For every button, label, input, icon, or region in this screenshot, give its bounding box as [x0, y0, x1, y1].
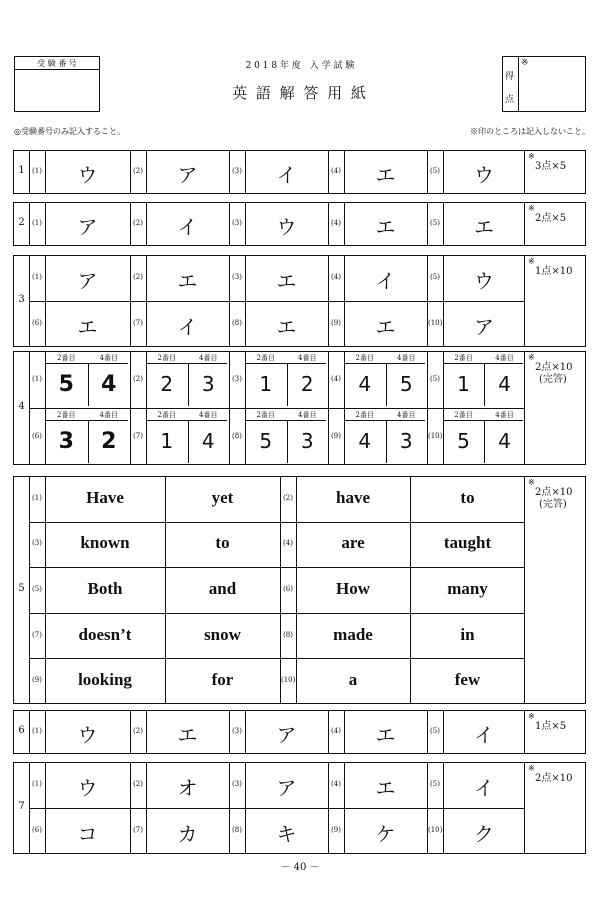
inner-divider — [188, 420, 189, 463]
number-divider — [344, 202, 345, 246]
item-number: (1) — [32, 374, 42, 383]
answer-digit[interactable]: 4 — [201, 429, 215, 453]
item-number: (3) — [232, 780, 242, 788]
label-divider — [245, 420, 326, 421]
label-2nd: 2番目 — [355, 411, 374, 419]
answer-digit[interactable]: 1 — [160, 429, 174, 453]
answer-digit[interactable]: 5 — [399, 372, 413, 396]
inner-divider — [287, 420, 288, 463]
item-number: (3) — [232, 727, 242, 735]
column-divider — [328, 255, 329, 347]
answer-word[interactable]: known — [80, 533, 130, 553]
answer-cell[interactable]: ア — [77, 215, 98, 239]
item-number: (9) — [32, 676, 42, 685]
number-divider — [344, 351, 345, 465]
label-4th: 4番目 — [397, 354, 416, 362]
item-number: (2) — [133, 727, 143, 735]
answer-cell[interactable]: エ — [375, 215, 396, 239]
answer-cell[interactable]: ア — [474, 315, 494, 339]
item-number: (3) — [32, 539, 42, 548]
label-divider — [146, 420, 227, 421]
item-number: (4) — [283, 539, 293, 548]
answer-cell[interactable]: ウ — [276, 215, 297, 239]
column-divider — [229, 710, 230, 754]
item-number: (8) — [232, 826, 242, 834]
row-divider — [29, 408, 525, 409]
section-4-points — [524, 351, 586, 465]
answer-word[interactable]: doesn’t — [78, 624, 132, 644]
label-2nd: 2番目 — [256, 411, 275, 419]
item-number: (9) — [331, 319, 341, 327]
item-number: (8) — [232, 431, 242, 440]
number-divider — [245, 710, 246, 754]
answer-digit[interactable]: 3 — [300, 429, 314, 453]
score-mark: ※ — [521, 58, 529, 68]
label-divider — [344, 363, 425, 364]
column-divider — [229, 202, 230, 246]
label-4th: 4番目 — [199, 354, 218, 362]
page-title: 英 語 解 答 用 紙 — [232, 84, 368, 102]
number-divider — [245, 762, 246, 854]
row-divider — [29, 658, 525, 659]
item-number: (8) — [283, 630, 293, 639]
answer-digit[interactable]: 3 — [399, 429, 413, 453]
score-box — [502, 56, 586, 112]
item-number: (4) — [331, 219, 341, 227]
answer-cell[interactable]: エ — [276, 315, 297, 339]
answer-digit[interactable]: 4 — [358, 372, 372, 396]
answer-cell[interactable]: エ — [375, 315, 396, 339]
answer-digit[interactable]: 1 — [457, 372, 470, 396]
column-divider — [296, 476, 297, 704]
answer-cell[interactable]: エ — [177, 723, 198, 747]
number-divider — [344, 710, 345, 754]
item-number: (10) — [428, 319, 443, 327]
item-number: (2) — [133, 780, 143, 788]
answer-cell[interactable]: エ — [276, 269, 297, 293]
section-4-number: 4 — [18, 401, 25, 412]
inner-divider — [188, 363, 189, 406]
label-4th: 4番目 — [99, 411, 118, 419]
item-number: (5) — [430, 219, 440, 227]
section-5-points — [524, 476, 586, 704]
answer-cell[interactable]: キ — [276, 822, 297, 846]
row-divider — [29, 522, 525, 523]
answer-digit[interactable]: 4 — [101, 372, 117, 397]
label-2nd: 2番目 — [57, 354, 76, 362]
item-number: (1) — [32, 780, 42, 788]
column-divider — [328, 351, 329, 465]
column-divider — [427, 762, 428, 854]
year-title: 2 0 1 8 年 度 入 学 試 験 — [245, 61, 355, 71]
answer-word[interactable]: How — [336, 579, 370, 598]
item-number: (1) — [32, 167, 42, 175]
points-value: 2点×10 — [535, 362, 573, 373]
item-number: (2) — [133, 167, 143, 175]
item-number: (5) — [430, 780, 440, 788]
points-mark: ※ — [528, 353, 535, 362]
label-divider — [344, 420, 425, 421]
row-divider — [29, 567, 525, 568]
item-number: (4) — [331, 727, 341, 735]
points-value: 2点×10 — [535, 773, 573, 784]
column-divider — [130, 351, 131, 465]
number-divider — [146, 202, 147, 246]
answer-word[interactable]: made — [333, 624, 373, 644]
number-divider — [45, 202, 46, 246]
column-divider — [130, 202, 131, 246]
answer-digit[interactable]: 5 — [58, 372, 74, 397]
answer-cell[interactable]: イ — [474, 776, 494, 800]
column-divider — [328, 762, 329, 854]
column-divider — [45, 476, 46, 704]
answer-word[interactable]: are — [341, 533, 365, 553]
answer-word[interactable]: yet — [211, 487, 234, 507]
label-divider — [146, 363, 227, 364]
answer-digit[interactable]: 2 — [300, 372, 314, 396]
item-number: (2) — [283, 493, 293, 502]
answer-cell[interactable]: エ — [77, 315, 98, 339]
number-divider — [344, 255, 345, 347]
item-number: (9) — [331, 826, 341, 834]
item-number: (9) — [331, 431, 341, 440]
answer-cell[interactable]: オ — [177, 776, 198, 800]
label-4th: 4番目 — [298, 354, 317, 362]
number-divider — [45, 762, 46, 854]
item-number: (7) — [133, 431, 143, 440]
number-divider — [443, 150, 444, 194]
section-7-number: 7 — [18, 801, 25, 812]
label-4th: 4番目 — [495, 411, 514, 419]
column-divider — [130, 710, 131, 754]
points-mark: ※ — [528, 712, 535, 721]
item-number: (2) — [133, 273, 143, 281]
number-divider — [245, 202, 246, 246]
item-number: (5) — [430, 273, 440, 281]
answer-cell[interactable]: エ — [474, 215, 494, 239]
label-2nd: 2番目 — [355, 354, 374, 362]
item-number: (5) — [32, 585, 42, 593]
column-divider — [427, 351, 428, 465]
inner-divider — [484, 420, 485, 463]
item-number: (4) — [331, 167, 341, 175]
exam-number-input[interactable] — [15, 70, 99, 111]
label-divider — [443, 363, 523, 364]
section-6-points — [524, 710, 586, 754]
answer-cell[interactable]: エ — [177, 269, 198, 293]
number-divider — [146, 351, 147, 465]
column-divider — [427, 202, 428, 246]
item-number: (8) — [232, 319, 242, 327]
label-4th: 4番目 — [99, 354, 118, 362]
answer-cell[interactable]: イ — [375, 269, 396, 293]
item-number: (6) — [32, 319, 42, 327]
number-divider — [45, 150, 46, 194]
answer-digit[interactable]: 3 — [201, 372, 215, 396]
number-divider — [443, 762, 444, 854]
points-mark: ※ — [528, 764, 535, 773]
column-divider — [427, 150, 428, 194]
exam-number-label: 受 験 番 号 — [37, 59, 77, 68]
section-2-points — [524, 202, 586, 246]
section-1-points — [524, 150, 586, 194]
answer-word[interactable]: have — [336, 487, 370, 507]
item-number: (3) — [232, 219, 242, 227]
item-number: (7) — [133, 826, 143, 834]
answer-cell[interactable]: イ — [177, 215, 198, 239]
number-divider — [344, 762, 345, 854]
item-number: (4) — [331, 273, 341, 281]
number-divider — [245, 255, 246, 347]
label-divider — [245, 363, 326, 364]
number-divider — [146, 710, 147, 754]
answer-word[interactable]: Have — [86, 487, 124, 507]
answer-cell[interactable]: イ — [177, 315, 198, 339]
number-divider — [45, 710, 46, 754]
column-divider — [229, 351, 230, 465]
answer-word[interactable]: to — [460, 487, 475, 507]
answer-word[interactable]: looking — [78, 670, 132, 690]
points-value: 1点×10 — [535, 266, 573, 277]
answer-cell[interactable]: コ — [77, 822, 98, 846]
answer-cell[interactable]: ア — [276, 723, 297, 747]
answer-word[interactable]: a — [348, 670, 358, 690]
points-mark: ※ — [528, 152, 535, 161]
answer-cell[interactable]: イ — [276, 163, 297, 187]
answer-cell[interactable]: ウ — [77, 163, 98, 187]
label-2nd: 2番目 — [57, 411, 76, 419]
column-divider — [229, 255, 230, 347]
item-number: (6) — [32, 431, 42, 440]
answer-cell[interactable]: ウ — [474, 269, 494, 293]
item-number: (2) — [133, 219, 143, 227]
item-number: (1) — [32, 273, 42, 281]
label-4th: 4番目 — [397, 411, 416, 419]
item-number: (10) — [281, 676, 296, 685]
column-divider — [410, 476, 411, 704]
answer-cell[interactable]: イ — [474, 723, 494, 747]
number-divider — [443, 255, 444, 347]
row-divider — [29, 301, 525, 302]
column-divider — [229, 150, 230, 194]
item-number: (2) — [133, 374, 143, 383]
number-divider — [245, 150, 246, 194]
inner-divider — [386, 420, 387, 463]
item-number: (4) — [331, 374, 341, 383]
number-divider — [443, 351, 444, 465]
column-divider — [328, 202, 329, 246]
note-right: ※印のところは記入しないこと。 — [470, 127, 590, 136]
inner-divider — [386, 363, 387, 406]
inner-divider — [88, 363, 89, 406]
section-5-number: 5 — [18, 583, 25, 594]
label-2nd: 2番目 — [157, 354, 176, 362]
column-divider — [130, 150, 131, 194]
answer-word[interactable]: few — [454, 670, 481, 690]
column-divider — [427, 710, 428, 754]
answer-cell[interactable]: ウ — [77, 776, 98, 800]
label-2nd: 2番目 — [454, 354, 473, 362]
column-divider — [165, 476, 166, 704]
score-label-1: 得 — [505, 72, 515, 82]
exam-number-box — [14, 56, 100, 112]
item-number: (1) — [32, 219, 42, 227]
section-2-number: 2 — [18, 217, 25, 228]
answer-word[interactable]: snow — [204, 624, 241, 644]
answer-digit[interactable]: 4 — [498, 429, 511, 453]
answer-word[interactable]: Both — [87, 579, 123, 598]
number-divider — [146, 762, 147, 854]
column-divider — [130, 255, 131, 347]
answer-cell[interactable]: エ — [375, 163, 396, 187]
label-2nd: 2番目 — [256, 354, 275, 362]
points-value: 2点×10 — [535, 487, 573, 498]
item-number: (5) — [430, 374, 440, 383]
column-divider — [280, 476, 281, 704]
answer-digit[interactable]: 5 — [457, 429, 470, 453]
answer-word[interactable]: many — [447, 579, 488, 598]
answer-cell[interactable]: ア — [276, 776, 297, 800]
item-number: (7) — [133, 319, 143, 327]
item-number: (5) — [430, 727, 440, 735]
row-divider — [29, 808, 525, 809]
label-4th: 4番目 — [298, 411, 317, 419]
answer-cell[interactable]: ア — [177, 163, 198, 187]
answer-cell[interactable]: ウ — [77, 723, 98, 747]
item-number: (3) — [232, 374, 242, 383]
item-number: (6) — [283, 585, 293, 593]
answer-digit[interactable]: 2 — [101, 429, 117, 454]
points-value: 2点×5 — [535, 213, 567, 224]
answer-digit[interactable]: 5 — [259, 429, 273, 453]
points-mark: ※ — [528, 478, 535, 487]
answer-cell[interactable]: ア — [77, 269, 98, 293]
section-6-number: 6 — [18, 725, 25, 736]
section-1-number: 1 — [18, 165, 25, 176]
points-note: (完答) — [539, 499, 567, 510]
item-number: (3) — [232, 167, 242, 175]
answer-word[interactable]: taught — [443, 533, 492, 553]
number-divider — [45, 351, 46, 465]
number-divider — [146, 150, 147, 194]
points-value: 1点×5 — [535, 721, 567, 732]
number-divider — [45, 255, 46, 347]
section-7-points — [524, 762, 586, 854]
page-number: － 40 － — [280, 862, 320, 873]
answer-word[interactable]: for — [211, 670, 234, 690]
inner-divider — [88, 420, 89, 463]
column-divider — [427, 255, 428, 347]
label-divider — [45, 420, 128, 421]
item-number: (4) — [331, 780, 341, 788]
column-divider — [328, 710, 329, 754]
label-2nd: 2番目 — [454, 411, 473, 419]
answer-digit[interactable]: 3 — [58, 429, 74, 454]
inner-divider — [287, 363, 288, 406]
answer-word[interactable]: in — [460, 624, 475, 644]
section-3-number: 3 — [18, 294, 25, 305]
score-label-2: 点 — [505, 95, 515, 105]
answer-digit[interactable]: 2 — [160, 372, 174, 396]
label-2nd: 2番目 — [157, 411, 176, 419]
item-number: (5) — [430, 167, 440, 175]
item-number: (3) — [232, 273, 242, 281]
note-left: ◎受験番号のみ記入すること。 — [14, 127, 125, 136]
answer-digit[interactable]: 4 — [498, 372, 511, 396]
answer-cell[interactable]: エ — [375, 723, 396, 747]
column-divider — [229, 762, 230, 854]
item-number: (10) — [428, 826, 443, 834]
points-value: 3点×5 — [535, 161, 567, 172]
label-4th: 4番目 — [495, 354, 514, 362]
answer-digit[interactable]: 4 — [358, 429, 372, 453]
answer-cell[interactable]: ケ — [375, 822, 396, 846]
answer-word[interactable]: to — [215, 533, 230, 553]
label-divider — [45, 363, 128, 364]
number-divider — [443, 710, 444, 754]
answer-word[interactable]: and — [208, 579, 237, 598]
item-number: (6) — [32, 826, 42, 834]
section-3-points — [524, 255, 586, 347]
inner-divider — [484, 363, 485, 406]
item-number: (10) — [428, 431, 443, 440]
row-divider — [29, 613, 525, 614]
item-number: (7) — [32, 630, 42, 639]
label-4th: 4番目 — [199, 411, 218, 419]
column-divider — [130, 762, 131, 854]
column-divider — [328, 150, 329, 194]
points-mark: ※ — [528, 204, 535, 213]
item-number: (1) — [32, 727, 42, 735]
points-note: (完答) — [539, 374, 567, 385]
number-divider — [245, 351, 246, 465]
label-divider — [443, 420, 523, 421]
number-divider — [146, 255, 147, 347]
answer-cell[interactable]: ク — [474, 822, 494, 846]
number-divider — [344, 150, 345, 194]
answer-cell[interactable]: エ — [375, 776, 396, 800]
number-divider — [443, 202, 444, 246]
points-mark: ※ — [528, 257, 535, 266]
answer-cell[interactable]: ウ — [474, 163, 494, 187]
answer-digit[interactable]: 1 — [259, 372, 273, 396]
answer-cell[interactable]: カ — [177, 822, 198, 846]
item-number: (1) — [32, 493, 42, 502]
